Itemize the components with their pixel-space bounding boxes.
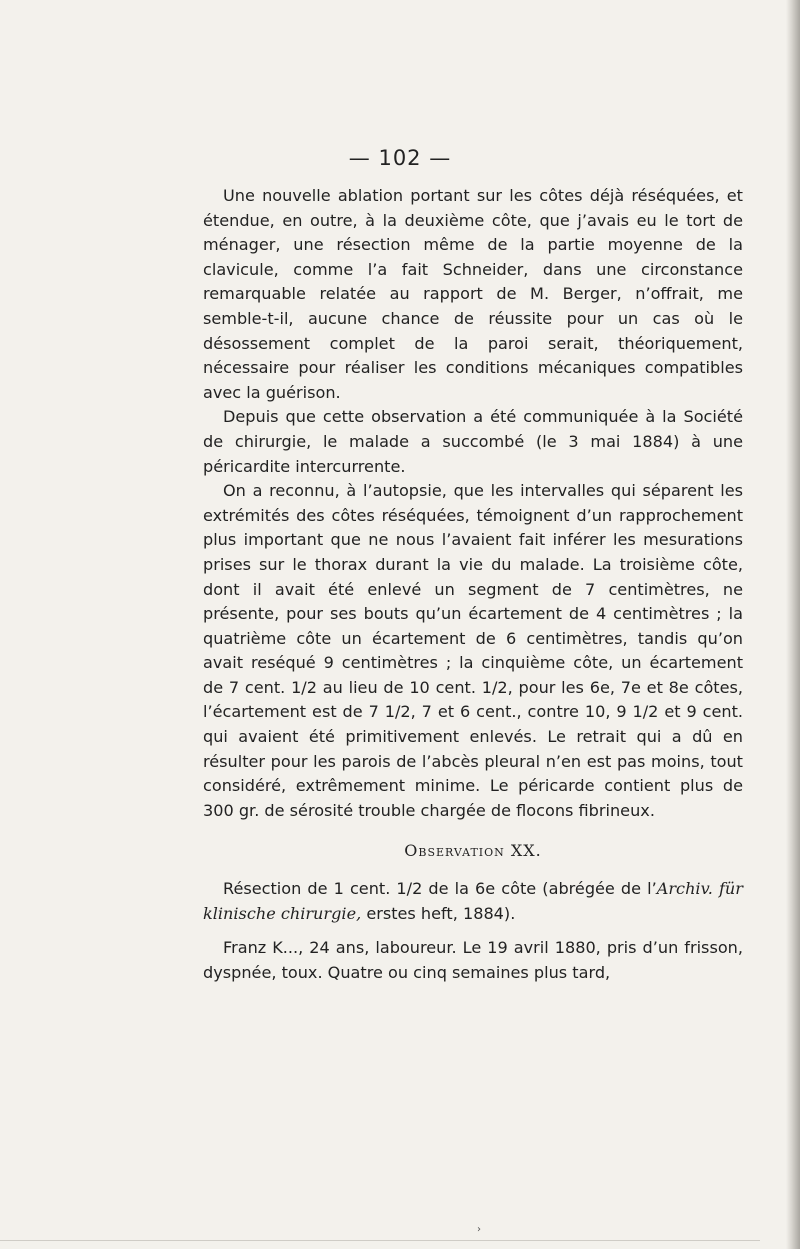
paragraph-ablation: Une nouvelle ablation portant sur les côtes déjà réséquées, et étendue, en outre, à la deuxième côte, que j’avais eu le tort de ménager, une résection même de la partie moyenne de la clavicule, comme l’a fait Schneider, dans une circonstance remarquable relatée au rapport de M. Berger, n’offrait, me semble-t-il, aucune chance de réussite pour un cas où le désossement complet de la paroi serait, théoriquement, nécessaire pour réaliser les conditions mécaniques compatibles avec la guérison. <box>203 186 743 402</box>
paragraph-autopsy: On a reconnu, à l’autopsie, que les intervalles qui séparent les extrémités des côtes réséquées, témoignent d’un rapprochement plus important que ne nous l’avaient fait inférer les mesurations prises sur le thorax durant la vie du malade. La troisième côte, dont il avait été enlevé un segment de 7 centimètres, ne présente, pour ses bouts qu’un écartement de 4 centimètres ; la quatrième côte un écartement de 6 centimètres, tandis qu’on avait reséqué 9 centimètres ; la cinquième côte, un écartement de 7 cent. 1/2 au lieu de 10 cent. 1/2, pour les 6e, 7e et 8e côtes, l’écartement est de 7 1/2, 7 et 6 cent., contre 10, 9 1/2 et 9 cent. qui avaient été primitivement enlevés. Le retrait qui a dû en résulter pour les parois de l’abcès pleural n’en est pas moins, tout considéré, extrêmement minime. Le péricarde contient plus de 300 gr. de sérosité trouble chargée de flocons fibrineux. <box>203 481 743 820</box>
paragraph-case: Franz K..., 24 ans, laboureur. Le 19 avril 1880, pris d’un frisson, dyspnée, toux. Quatre ou cinq semaines plus tard, <box>203 938 743 982</box>
paragraph-death: Depuis que cette observation a été communiquée à la Société de chirurgie, le malade a succombé (le 3 mai 1884) à une péricardite intercurrente. <box>203 407 743 476</box>
resection-suffix: erstes heft, 1884). <box>361 903 516 923</box>
body-text <box>203 184 743 985</box>
journal-title: Archiv. für klinische chirurgie, <box>203 879 743 923</box>
paragraph-resection <box>203 877 743 926</box>
page-edge-shadow <box>786 0 800 1249</box>
observation-heading: Observation XX. <box>404 841 542 861</box>
resection-text: Résection de 1 cent. 1/2 de la 6e côte (abrégée de l’ <box>223 879 657 899</box>
page-number: — 102 — <box>348 146 452 170</box>
footer-mark: › <box>477 1224 481 1235</box>
page-bottom-rule <box>0 1240 760 1241</box>
